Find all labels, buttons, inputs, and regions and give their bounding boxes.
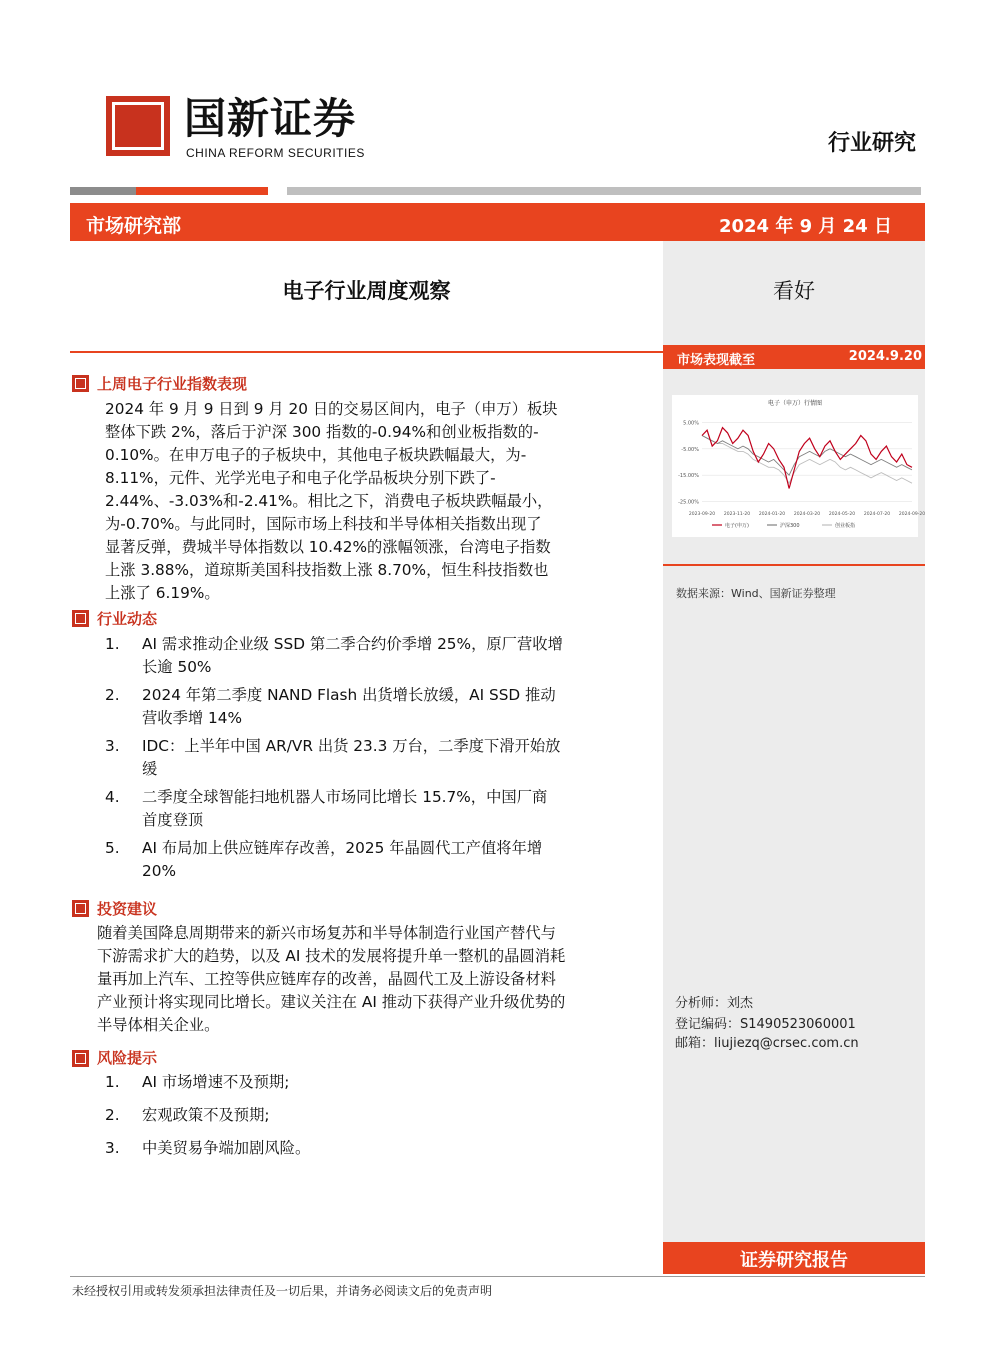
market-band-date: 2024.9.20 <box>848 349 922 364</box>
paragraph-line: 8.11%，元件、光学光电子和电子化学品板块分别下跌了- <box>105 469 496 487</box>
list-item <box>105 837 643 883</box>
list-item-line: 营收季增 14% <box>142 709 243 727</box>
list-item <box>105 1071 643 1094</box>
logo-text-en: CHINA REFORM SECURITIES <box>186 146 365 160</box>
chart-legend-label: 创业板指 <box>835 523 856 529</box>
section-icon <box>72 900 89 917</box>
section-news-list <box>105 633 643 888</box>
analyst-reg <box>675 1013 856 1032</box>
section-title-news: 行业动态 <box>97 610 158 628</box>
analyst-reg-value: S1490523060001 <box>740 1017 856 1032</box>
list-item-number: 1. <box>105 1073 120 1091</box>
list-item-line: 缓 <box>142 760 158 778</box>
list-item <box>105 684 643 730</box>
analyst-email <box>675 1032 859 1051</box>
paragraph-line: 产业预计将实现同比增长。建议关注在 AI 推动下获得产业升级优势的 <box>97 993 566 1011</box>
decor-bar-red <box>136 187 268 195</box>
chart-y-tick-label: -15.00% <box>678 473 699 480</box>
chart-series-line <box>702 428 912 489</box>
list-item-line: AI 布局加上供应链库存改善，2025 年晶圆代工产值将年增 <box>142 839 543 857</box>
list-item-line: 二季度全球智能扫地机器人市场同比增长 15.7%，中国厂商 <box>142 788 548 806</box>
section-icon <box>72 1050 89 1067</box>
list-item-number: 4. <box>105 788 120 806</box>
list-item <box>105 633 643 679</box>
section-icon <box>72 610 89 627</box>
list-item-line: 长逾 50% <box>142 658 212 676</box>
decor-bar-right <box>287 187 921 195</box>
analyst-email-value: liujiezq@crsec.com.cn <box>714 1036 859 1051</box>
paragraph-line: 半导体相关企业。 <box>97 1016 220 1034</box>
list-item <box>105 1104 643 1127</box>
paragraph-line: 上涨了 6.19%。 <box>105 584 220 602</box>
section-index-body <box>105 398 643 605</box>
department-label: 市场研究部 <box>86 215 182 237</box>
list-item-line: IDC：上半年中国 AR/VR 出货 23.3 万台，二季度下滑开始放 <box>142 737 561 755</box>
analyst-reg-label: 登记编码： <box>675 1017 741 1032</box>
paragraph-line: 0.10%。在申万电子的子板块中，其他电子板块跌幅最大，为- <box>105 446 527 464</box>
report-type: 行业研究 <box>827 131 916 156</box>
paragraph-line: 随着美国降息周期带来的新兴市场复苏和半导体制造行业国产替代与 <box>97 924 556 942</box>
chart-x-tick-label: 2024-07-20 <box>863 512 891 517</box>
analyst-email-label: 邮箱： <box>675 1036 715 1051</box>
market-band-label: 市场表现截至 <box>677 353 756 368</box>
disclaimer: 未经授权引用或转发须承担法律责任及一切后果，并请务必阅读文后的免责声明 <box>72 1284 493 1298</box>
paragraph-line: 下游需求扩大的趋势，以及 AI 技术的发展将提升单一整机的晶圆消耗 <box>97 947 566 965</box>
page-title: 电子行业周度观察 <box>282 279 451 303</box>
decor-bar-left <box>70 187 136 195</box>
list-item-text: 宏观政策不及预期; <box>142 1106 270 1124</box>
chart-x-tick-label: 2024-01-20 <box>758 512 786 517</box>
chart-x-tick-label: 2024-05-20 <box>828 512 856 517</box>
paragraph-line: 显著反弹，费城半导体指数以 10.42%的涨幅领涨，台湾电子指数 <box>105 538 551 556</box>
list-item-line: 20% <box>142 862 176 880</box>
list-item-number: 1. <box>105 635 120 653</box>
list-item-number: 5. <box>105 839 120 857</box>
chart-x-tick-label: 2023-09-20 <box>688 512 716 517</box>
chart-source: 数据来源：Wind、国新证券整理 <box>676 587 836 600</box>
market-chart <box>672 395 926 537</box>
list-item-number: 2. <box>105 686 120 704</box>
report-date: 2024 年 9 月 24 日 <box>718 216 892 237</box>
section-title-index: 上周电子行业指数表现 <box>97 375 248 393</box>
title-divider <box>70 351 663 353</box>
section-icon <box>72 375 89 392</box>
chart-y-tick-label: 5.00% <box>683 420 699 427</box>
chart-legend-label: 沪深300 <box>780 523 800 529</box>
paragraph-line: 2.44%、-3.03%和-2.41%。相比之下，消费电子板块跌幅最小， <box>105 492 553 510</box>
logo-text-cn: 国新证券 <box>184 94 357 143</box>
list-item-line: 首度登顶 <box>142 811 204 829</box>
market-chart-svg <box>672 395 926 537</box>
footer-label: 证券研究报告 <box>740 1250 848 1271</box>
paragraph-line: 整体下跌 2%，落后于沪深 300 指数的-0.94%和创业板指数的- <box>105 423 539 441</box>
list-item-text: AI 市场增速不及预期; <box>142 1073 290 1091</box>
chart-x-tick-label: 2023-11-20 <box>723 512 751 517</box>
paragraph-line: 上涨 3.88%，道琼斯美国科技指数上涨 8.70%，恒生科技指数也 <box>105 561 549 579</box>
chart-y-tick-label: -25.00% <box>678 499 699 506</box>
rating: 看好 <box>773 279 815 303</box>
paragraph-line: 为-0.70%。与此同时，国际市场上科技和半导体相关指数出现了 <box>105 515 542 533</box>
list-item <box>105 735 643 781</box>
chart-legend-label: 电子(申万) <box>725 523 749 529</box>
section-advice-body <box>97 922 663 1037</box>
list-item-number: 3. <box>105 1139 120 1157</box>
analyst-name: 分析师：刘杰 <box>675 996 754 1011</box>
list-item-line: 2024 年第二季度 NAND Flash 出货增长放缓，AI SSD 推动 <box>142 686 556 704</box>
logo-mark <box>106 96 170 156</box>
chart-x-tick-label: 2024-09-20 <box>898 512 926 517</box>
chart-title: 电子（申万）行情图 <box>767 400 823 407</box>
logo-mark-inner <box>112 102 164 150</box>
chart-y-tick-label: -5.00% <box>681 446 699 453</box>
section-title-advice: 投资建议 <box>97 900 158 918</box>
list-item <box>105 1137 643 1160</box>
list-item <box>105 786 643 832</box>
section-title-risk: 风险提示 <box>97 1049 158 1067</box>
list-item-number: 2. <box>105 1106 120 1124</box>
section-risk-list <box>105 1071 643 1170</box>
list-item-line: AI 需求推动企业级 SSD 第二季合约价季增 25%，原厂营收增 <box>142 635 563 653</box>
sidebar-divider <box>663 564 925 566</box>
paragraph-line: 2024 年 9 月 9 日到 9 月 20 日的交易区间内，电子（申万）板块 <box>105 400 558 418</box>
chart-x-tick-label: 2024-03-20 <box>793 512 821 517</box>
list-item-number: 3. <box>105 737 120 755</box>
paragraph-line: 量再加上汽车、工控等供应链库存的改善，晶圆代工及上游设备材料 <box>97 970 556 988</box>
list-item-text: 中美贸易争端加剧风险。 <box>142 1139 311 1157</box>
footer-divider <box>70 1276 925 1277</box>
